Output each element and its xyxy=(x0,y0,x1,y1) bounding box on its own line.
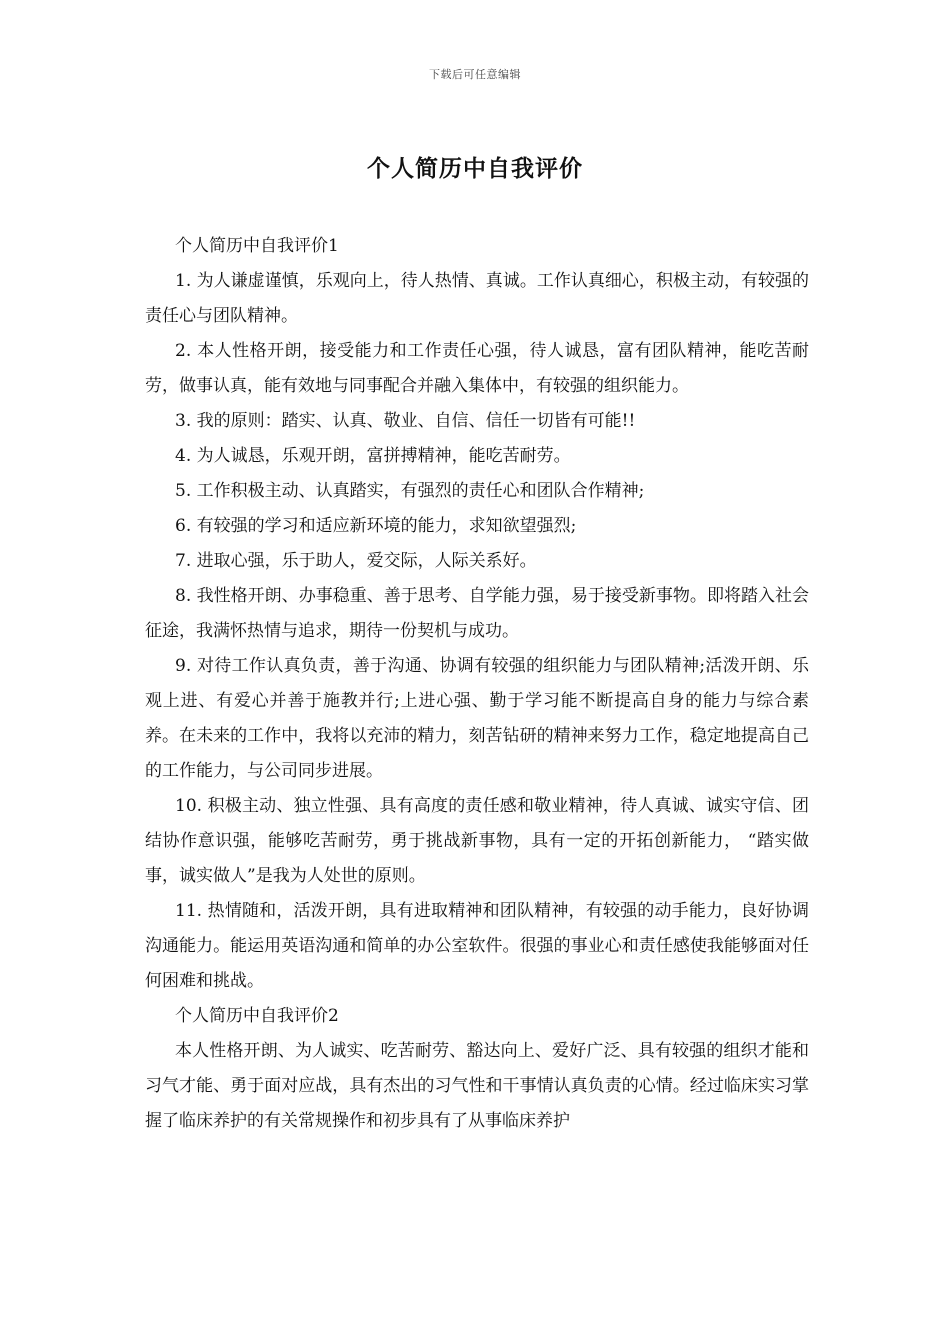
list-item-10: 10. 积极主动、独立性强、具有高度的责任感和敬业精神，待人真诚、诚实守信、团结协作意识强，能够吃苦耐劳，勇于挑战新事物，具有一定的开拓创新能力， “踏实做事，诚实做人”是我为人处世的原则。 xyxy=(145,796,809,886)
list-item-3: 3. 我的原则：踏实、认真、敬业、自信、信任一切皆有可能!! xyxy=(175,411,636,431)
list-item-8: 8. 我性格开朗、办事稳重、善于思考、自学能力强，易于接受新事物。即将踏入社会征途，我满怀热情与追求，期待一份契机与成功。 xyxy=(145,586,809,641)
list-item-11: 11. 热情随和，活泼开朗，具有进取精神和团队精神，有较强的动手能力，良好协调沟通能力。能运用英语沟通和简单的办公室软件。很强的事业心和责任感使我能够面对任何困难和挑战。 xyxy=(145,901,809,991)
header-note: 下载后可任意编辑 xyxy=(429,68,521,81)
list-item-6: 6. 有较强的学习和适应新环境的能力，求知欲望强烈; xyxy=(175,516,577,536)
section-heading-2: 个人简历中自我评价2 xyxy=(175,1006,339,1026)
body-paragraph: 本人性格开朗、为人诚实、吃苦耐劳、豁达向上、爱好广泛、具有较强的组织才能和习气才能、勇于面对应战，具有杰出的习气性和干事情认真负责的心情。经过临床实习掌握了临床养护的有关常规操作和初步具有了从事临床养护 xyxy=(145,1041,809,1131)
list-item-4: 4. 为人诚恳，乐观开朗，富拼搏精神，能吃苦耐劳。 xyxy=(175,446,571,466)
list-item-9: 9. 对待工作认真负责，善于沟通、协调有较强的组织能力与团队精神;活泼开朗、乐观上进、有爱心并善于施教并行;上进心强、勤于学习能不断提高自身的能力与综合素养。在未来的工作中，我将以充沛的精力，刻苦钻研的精神来努力工作，稳定地提高自己的工作能力，与公司同步进展。 xyxy=(145,656,809,781)
list-item-2: 2. 本人性格开朗，接受能力和工作责任心强，待人诚恳，富有团队精神，能吃苦耐劳，做事认真，能有效地与同事配合并融入集体中，有较强的组织能力。 xyxy=(145,341,809,396)
list-item-1: 1. 为人谦虚谨慎，乐观向上，待人热情、真诚。工作认真细心，积极主动，有较强的责任心与团队精神。 xyxy=(145,271,809,326)
document-title: 个人简历中自我评价 xyxy=(367,155,583,182)
section-heading-1: 个人简历中自我评价1 xyxy=(175,236,339,256)
list-item-7: 7. 进取心强，乐于助人，爱交际，人际关系好。 xyxy=(175,551,537,571)
list-item-5: 5. 工作积极主动、认真踏实，有强烈的责任心和团队合作精神; xyxy=(175,481,645,501)
document-body xyxy=(145,229,809,1139)
